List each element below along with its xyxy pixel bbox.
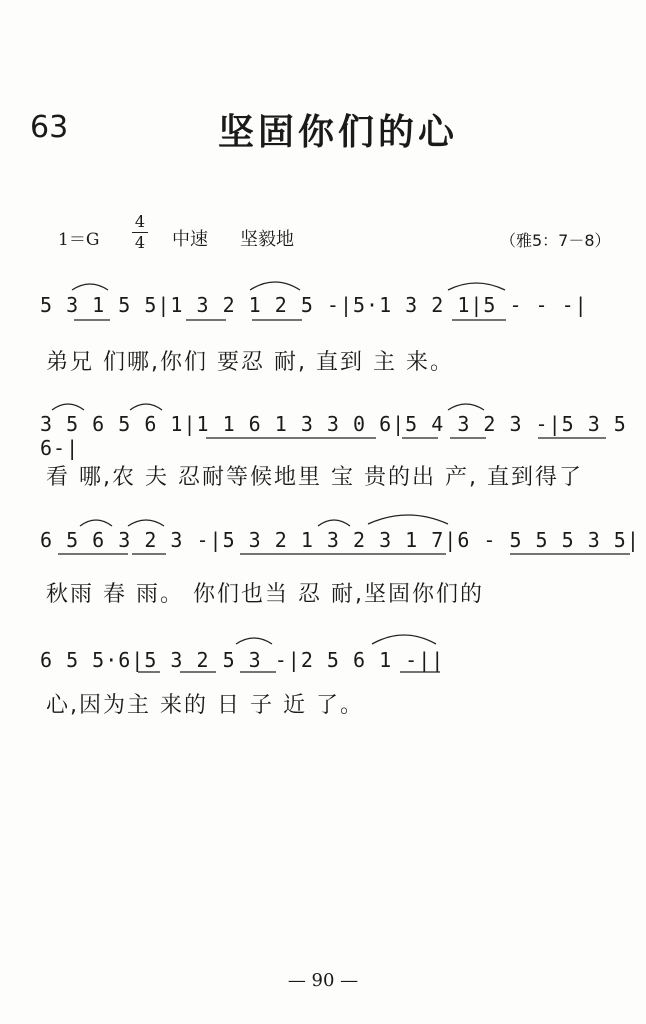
slur — [250, 282, 300, 290]
hymn-title: 坚固你们的心 — [218, 112, 459, 153]
time-signature-bottom: 4 — [134, 233, 146, 252]
slur — [236, 638, 272, 644]
lyrics-line-3: 秋雨 春 雨。 你们也当 忍 耐,坚固你们的 — [46, 582, 484, 607]
slur — [72, 284, 108, 290]
slur — [368, 515, 448, 524]
slur — [130, 404, 162, 410]
lyrics-line-4: 心,因为主 来的 日 子 近 了。 — [46, 693, 364, 718]
slur — [372, 635, 436, 644]
slur — [128, 520, 164, 526]
notation-line-4: 6 5 5·6|5 3 2 5 3 -|2 5 6 1 -|| — [40, 648, 445, 672]
lyrics-line-2: 看 哪,农 夫 忍耐等候地里 宝 贵的出 产, 直到得了 — [46, 465, 583, 490]
key-signature: 1＝G — [58, 230, 100, 250]
expression-marking: 坚毅地 — [240, 229, 294, 250]
time-signature-top: 4 — [134, 212, 146, 231]
page-number: — 90 — — [287, 970, 359, 991]
slur — [318, 520, 350, 526]
slur — [448, 283, 505, 290]
slur — [80, 520, 112, 526]
notation-line-3: 6 5 6 3 2 3 -|5 3 2 1 3 2 3 1 7|6 - 5 5 5 3 5| — [40, 528, 640, 552]
lyrics-line-1: 弟兄 们哪,你们 要忍 耐, 直到 主 来。 — [46, 350, 454, 375]
notation-line-2: 3 5 6 5 6 1|1 1 6 1 3 3 0 6|5 4 3 2 3 -|5 3 5 6-| — [40, 412, 627, 460]
hymn-number: 63 — [30, 110, 69, 145]
scripture-reference: （雅5：7－8） — [500, 231, 611, 250]
tempo-marking: 中速 — [172, 229, 208, 250]
notation-line-1: 5 3 1 5 5|1 3 2 1 2 5 -|5·1 3 2 1|5 - - -| — [40, 293, 588, 317]
slur — [52, 404, 84, 410]
slur — [448, 404, 484, 410]
